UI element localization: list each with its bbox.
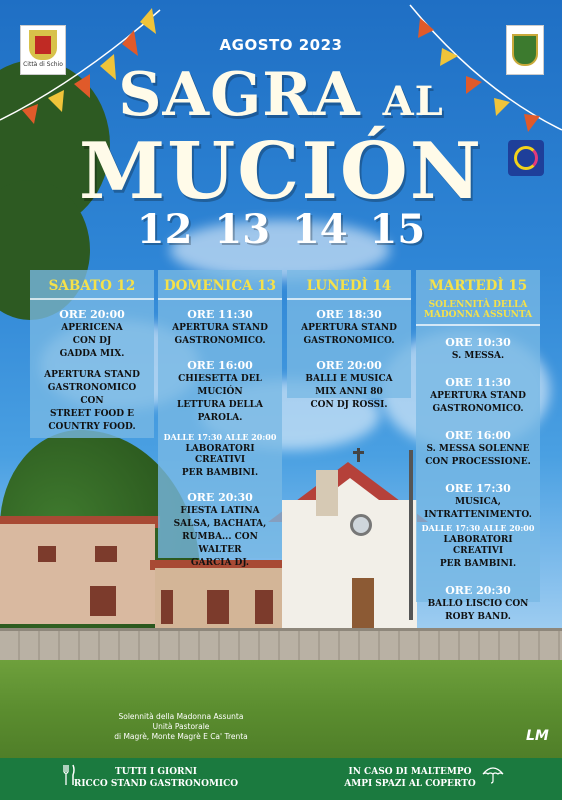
event-line: PER BAMBINI. — [439, 559, 517, 569]
event-line: ROBY BAND. — [445, 612, 511, 622]
event-line: BALLO LISCIO CON — [427, 599, 529, 609]
event-line: INTRATTENIMENTO. — [424, 510, 532, 520]
title-line2: MUCIÓN — [78, 126, 484, 217]
house — [0, 524, 155, 624]
program-column-sunday — [158, 270, 282, 568]
event-line: APERTURA STAND — [430, 391, 526, 401]
event-time: ORE 20:00 — [316, 359, 382, 372]
event-line: CON — [80, 396, 104, 406]
event-line: GASTRONOMICO. — [303, 336, 395, 346]
title-line1 — [0, 60, 562, 130]
event-time-range: DALLE 17:30 ALLE 20:00 — [421, 523, 535, 533]
umbrella-icon — [482, 764, 504, 784]
event-time: ORE 16:00 — [445, 429, 511, 442]
event-line: APERTURA STAND — [301, 323, 397, 333]
event-time: ORE 10:30 — [445, 336, 511, 349]
event-line: STREET FOOD E — [49, 409, 135, 419]
footer-line: TUTTI I GIORNI — [115, 767, 197, 777]
day-heading: LUNEDÌ 14 — [287, 278, 411, 300]
event-line: GARCIA DJ. — [190, 558, 250, 568]
logo-caption: Città di Schio — [23, 61, 63, 68]
street-lamp — [409, 450, 413, 620]
title-word-sagra: SAGRA — [118, 60, 361, 130]
credit-line: Unità Pastorale — [152, 722, 210, 731]
day-subheading: SOLENNITÀ DELLA MADONNA ASSUNTA — [416, 300, 540, 326]
event-time: ORE 11:30 — [187, 308, 253, 321]
event-line: WALTER — [198, 545, 242, 555]
event-time-range: DALLE 17:30 ALLE 20:00 — [163, 432, 277, 442]
church-gable — [292, 478, 408, 522]
event-line: GADDA MIX. — [59, 349, 125, 359]
day-heading: MARTEDÌ 15 — [428, 278, 528, 294]
footer-line: RICCO STAND GASTRONOMICO — [73, 779, 239, 789]
event-time: ORE 20:30 — [445, 584, 511, 597]
rose-window — [350, 514, 372, 536]
event-time: ORE 20:00 — [59, 308, 125, 321]
event-line: CON PROCESSIONE. — [425, 457, 531, 467]
title-word-al: AL — [382, 78, 444, 125]
event-line: MUCIÓN — [197, 387, 243, 397]
event-time: ORE 18:30 — [316, 308, 382, 321]
event-line: CHIESETTA DEL — [178, 374, 262, 384]
footer-weather-note — [330, 766, 490, 790]
day-heading: DOMENICA 13 — [158, 278, 282, 300]
grass-lawn — [0, 660, 562, 760]
event-line: RUMBA... CON — [182, 532, 258, 542]
footer-food-note — [66, 766, 246, 790]
event-line: COUNTRY FOOD. — [48, 422, 136, 432]
credit-line: di Magrè, Monte Magrè E Ca' Trenta — [114, 732, 248, 741]
program-column-saturday — [30, 270, 154, 438]
bell-tower — [316, 470, 338, 516]
event-line: CON DJ ROSSI. — [310, 400, 388, 410]
event-line: GASTRONOMICO — [47, 383, 137, 393]
event-line: PER BAMBINI. — [181, 468, 259, 478]
event-time: ORE 20:30 — [187, 491, 253, 504]
credit-line: Solennità della Madonna Assunta — [118, 712, 244, 721]
event-line: LABORATORI CREATIVI — [443, 535, 513, 556]
house — [155, 568, 285, 628]
program-column-monday — [287, 270, 411, 410]
event-line: SALSA, BACHATA, — [173, 519, 267, 529]
footer-line: IN CASO DI MALTEMPO — [348, 767, 472, 777]
organizer-credit — [96, 712, 266, 742]
cross-icon — [357, 448, 360, 462]
event-line: BALLI E MUSICA — [305, 374, 393, 384]
event-time: ORE 17:30 — [445, 482, 511, 495]
event-line: S. MESSA. — [451, 351, 505, 361]
event-days: 12 13 14 15 — [136, 206, 426, 253]
event-line: GASTRONOMICO. — [174, 336, 266, 346]
designer-signature: LM — [526, 728, 549, 744]
event-line: LETTURA DELLA — [176, 400, 263, 410]
event-line: GASTRONOMICO. — [432, 404, 524, 414]
event-line: CON DJ — [72, 336, 112, 346]
footer-line: AMPI SPAZI AL COPERTO — [344, 779, 476, 789]
event-line: APERTURA STAND — [172, 323, 268, 333]
event-line: S. MESSA SOLENNE — [426, 444, 530, 454]
event-month: AGOSTO 2023 — [219, 36, 343, 54]
day-heading: SABATO 12 — [30, 278, 154, 300]
event-line: APERTURA STAND — [44, 370, 140, 380]
program-column-tuesday — [416, 270, 540, 622]
event-time: ORE 16:00 — [187, 359, 253, 372]
event-line: MUSICA, — [455, 497, 501, 507]
event-time: ORE 11:30 — [445, 376, 511, 389]
event-line: PAROLA. — [197, 413, 243, 423]
church-door — [352, 578, 374, 628]
event-line: FIESTA LATINA — [180, 506, 260, 516]
event-line: LABORATORI CREATIVI — [185, 444, 255, 465]
event-line: MIX ANNI 80 — [315, 387, 383, 397]
event-line: APERICENA — [61, 323, 123, 333]
